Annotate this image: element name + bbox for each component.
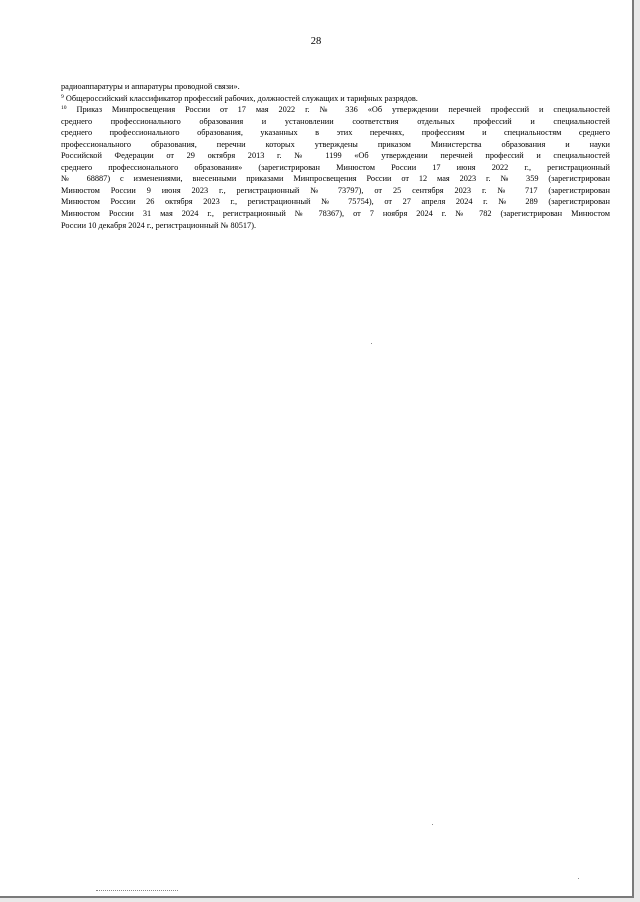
footnote-9-mark: 9 [61, 93, 64, 100]
footnote-10 [61, 104, 610, 231]
footnote-10-line: Российской Федерации от 29 октября 2013 г. № 1199 «Об утверждении перечней профессий и специальностей [61, 151, 610, 161]
footnote-9 [61, 93, 610, 105]
footnote-10-line: среднего профессионального образования и установлении соответствия отдельных профессий и специальностей [61, 116, 610, 126]
page-number: 28 [310, 36, 322, 47]
footnote-10-line: $^{10}$ Приказ Минпросвещения России от 17 мая 2022 г. № 336 «Об утверждении перечней профессий и специальностей [61, 104, 610, 115]
footnote-10-line: Минюстом России 31 мая 2024 г., регистрационный № 78367), от 7 ноября 2024 г. № 782 (зарегистрирован Минюстом [61, 209, 610, 219]
footnote-10-line: № 68887) с изменениями, внесенными приказами Минпросвещения России от 12 мая 2023 г. № 359 (зарегистрирован [61, 174, 610, 184]
scan-artifact [96, 890, 178, 892]
scan-speck [578, 878, 579, 879]
footnote-10-line: среднего профессионального образования» (зарегистрирован Минюстом России 17 июня 2022 г., регистрационный [61, 162, 610, 172]
footnote-10-line: профессионального образования, перечни которых утверждены приказом Министерства образования и науки [61, 139, 610, 149]
footnote-10-line: России 10 декабря 2024 г., регистрационный № 80517). [61, 220, 257, 230]
footnote-10-line: Минюстом России 26 октября 2023 г., регистрационный № 75754), от 27 апреля 2024 г. № 289 (зарегистрирован [61, 197, 610, 207]
footnote-9-text: Общероссийский классификатор профессий рабочих, должностей служащих и тарифных разрядов. [63, 93, 418, 103]
scan-speck [371, 343, 372, 344]
footnote-10-line: Минюстом России 9 июня 2023 г., регистрационный № 73797), от 25 сентября 2023 г. № 717 (зарегистрирован [61, 185, 610, 195]
footnote-continuation: радиоаппаратуры и аппаратуры проводной связи». [61, 82, 240, 91]
footnote-10-mark: 10 [61, 104, 67, 111]
footnotes-block [61, 81, 610, 231]
scan-speck [432, 824, 433, 825]
footnote-10-line: среднего профессионального образования, указанных в этих перечнях, профессиям и специальностям среднего [61, 128, 610, 138]
